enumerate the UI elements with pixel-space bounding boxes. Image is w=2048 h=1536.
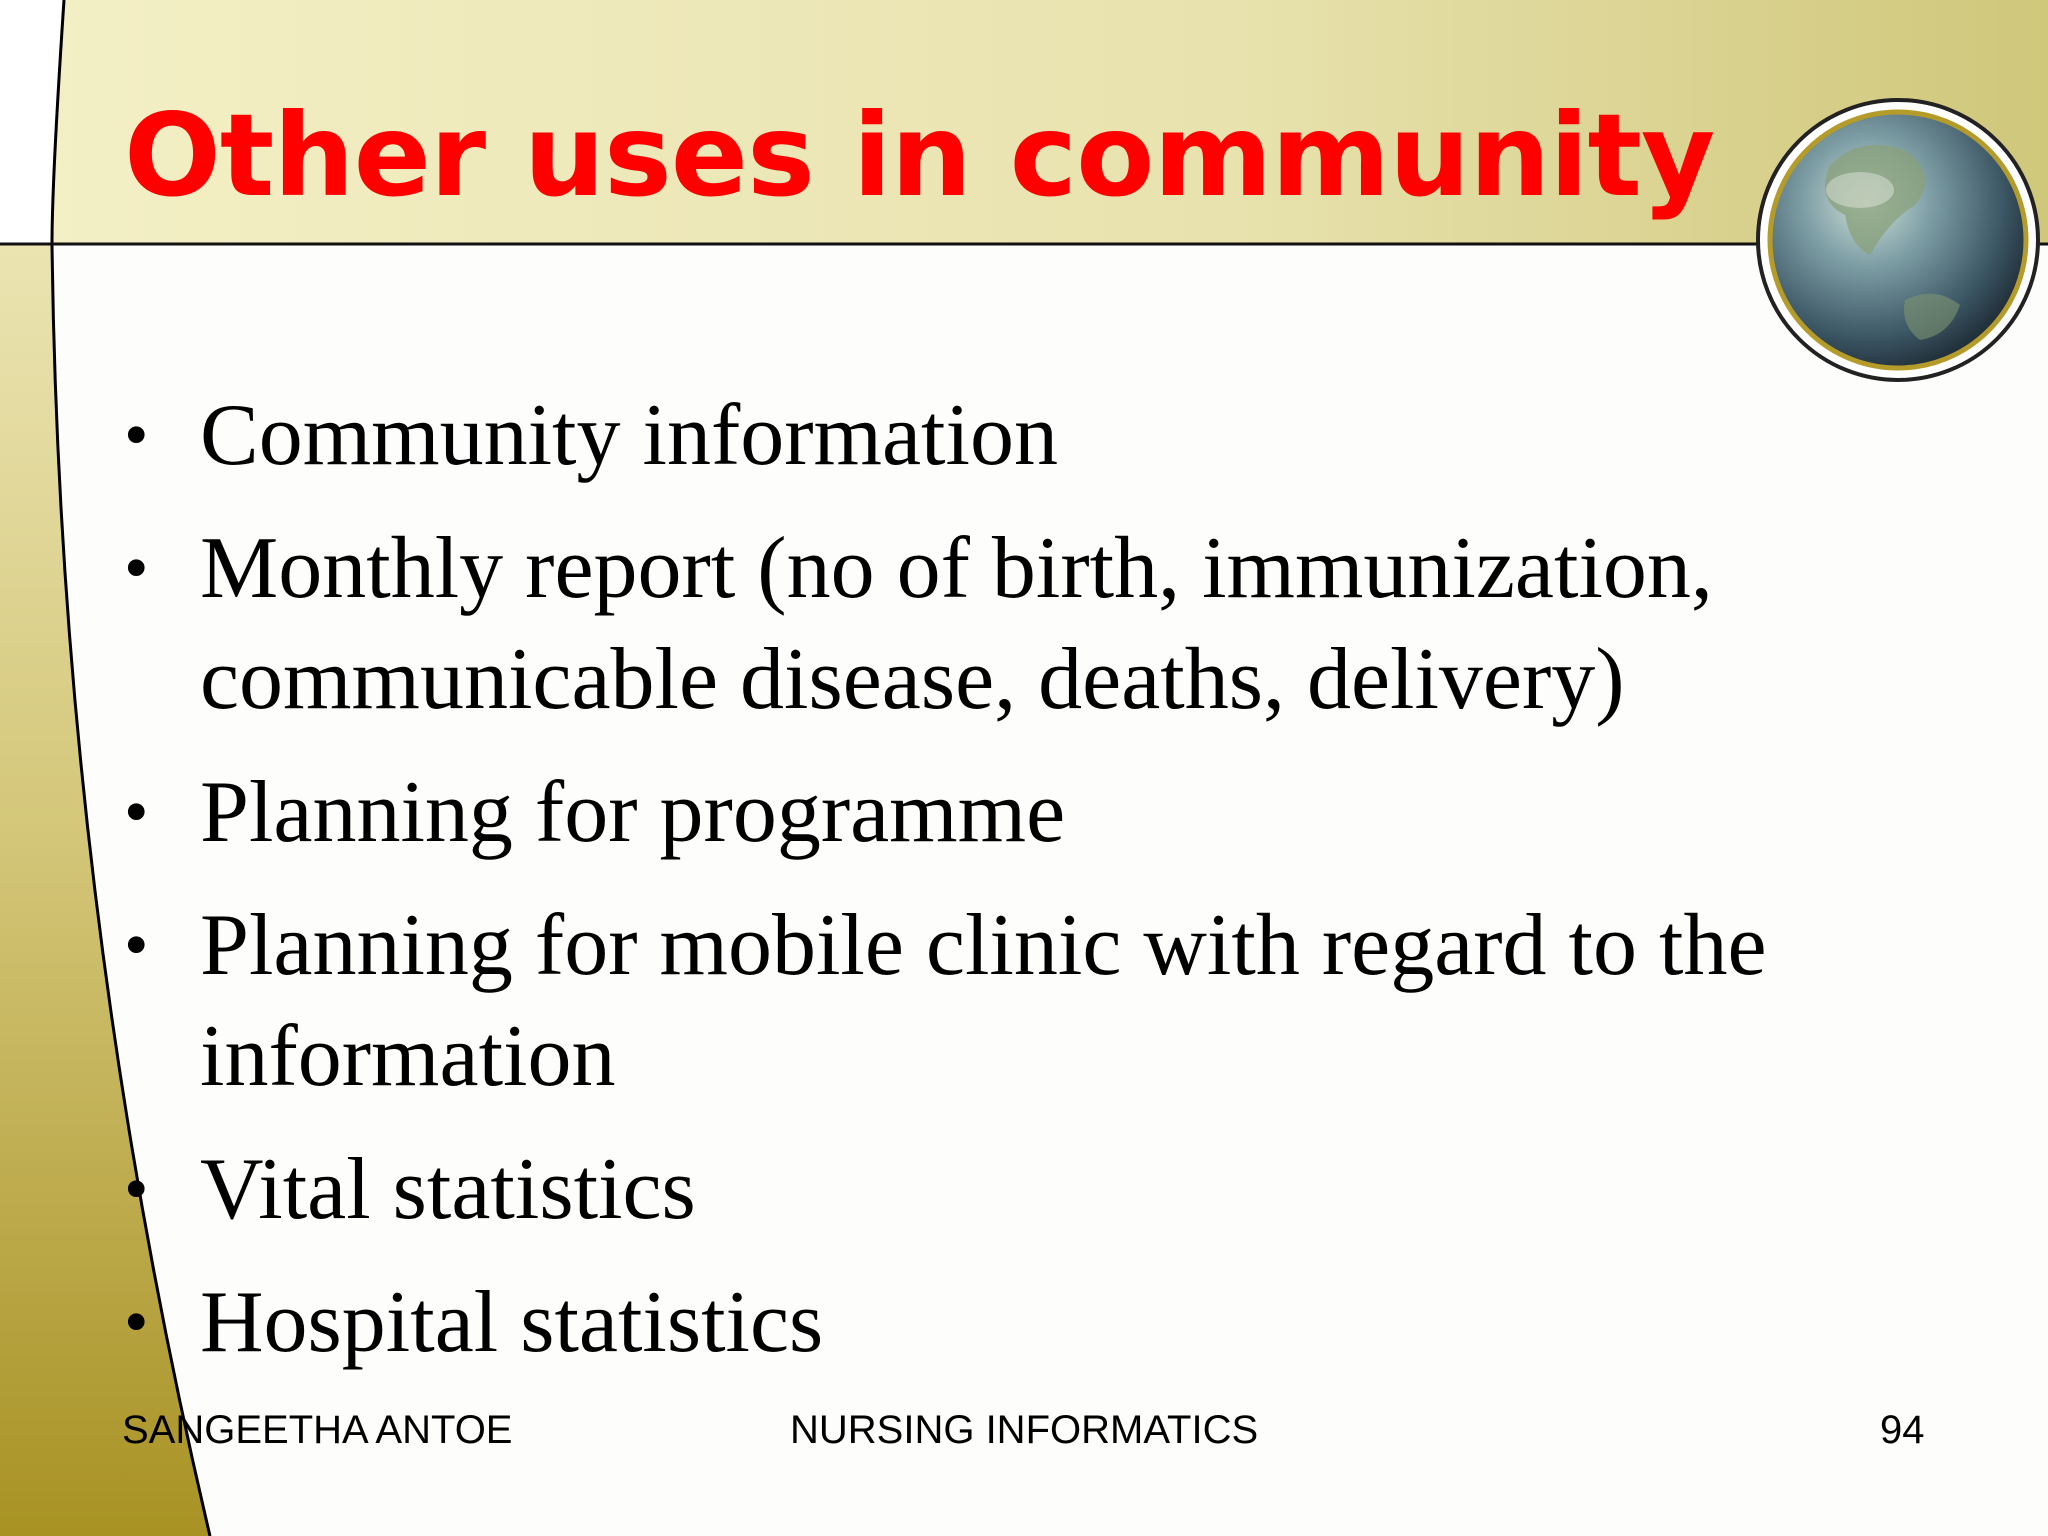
bullet-dot: •: [124, 397, 149, 474]
list-item-text: Hospital statistics: [200, 1274, 824, 1371]
list-item: [124, 1267, 1914, 1378]
bullet-dot: •: [124, 1284, 149, 1361]
globe-icon: [1758, 100, 2038, 380]
footer-page-number: 94: [1880, 1408, 1925, 1452]
bullet-list: [124, 380, 1914, 1400]
list-item: [124, 757, 1914, 868]
list-item-text: Vital statistics: [200, 1141, 696, 1238]
bullet-dot: •: [124, 774, 149, 851]
list-item: [124, 890, 1914, 1112]
list-item-text: Monthly report (no of birth, immunization, communicable disease, deaths, delivery): [200, 520, 1713, 728]
list-item-text: Planning for programme: [200, 764, 1066, 861]
footer-author: SANGEETHA ANTOE: [122, 1408, 513, 1452]
list-item: [124, 380, 1914, 491]
list-item-text: Community information: [200, 387, 1058, 484]
footer-topic: NURSING INFORMATICS: [790, 1408, 1259, 1452]
list-item: [124, 1134, 1914, 1245]
bullet-dot: •: [124, 1151, 149, 1228]
bullet-dot: •: [124, 907, 149, 984]
list-item: [124, 513, 1914, 735]
bullet-dot: •: [124, 530, 149, 607]
slide-title: Other uses in community: [124, 89, 1715, 222]
list-item-text: Planning for mobile clinic with regard to the information: [200, 897, 1767, 1105]
